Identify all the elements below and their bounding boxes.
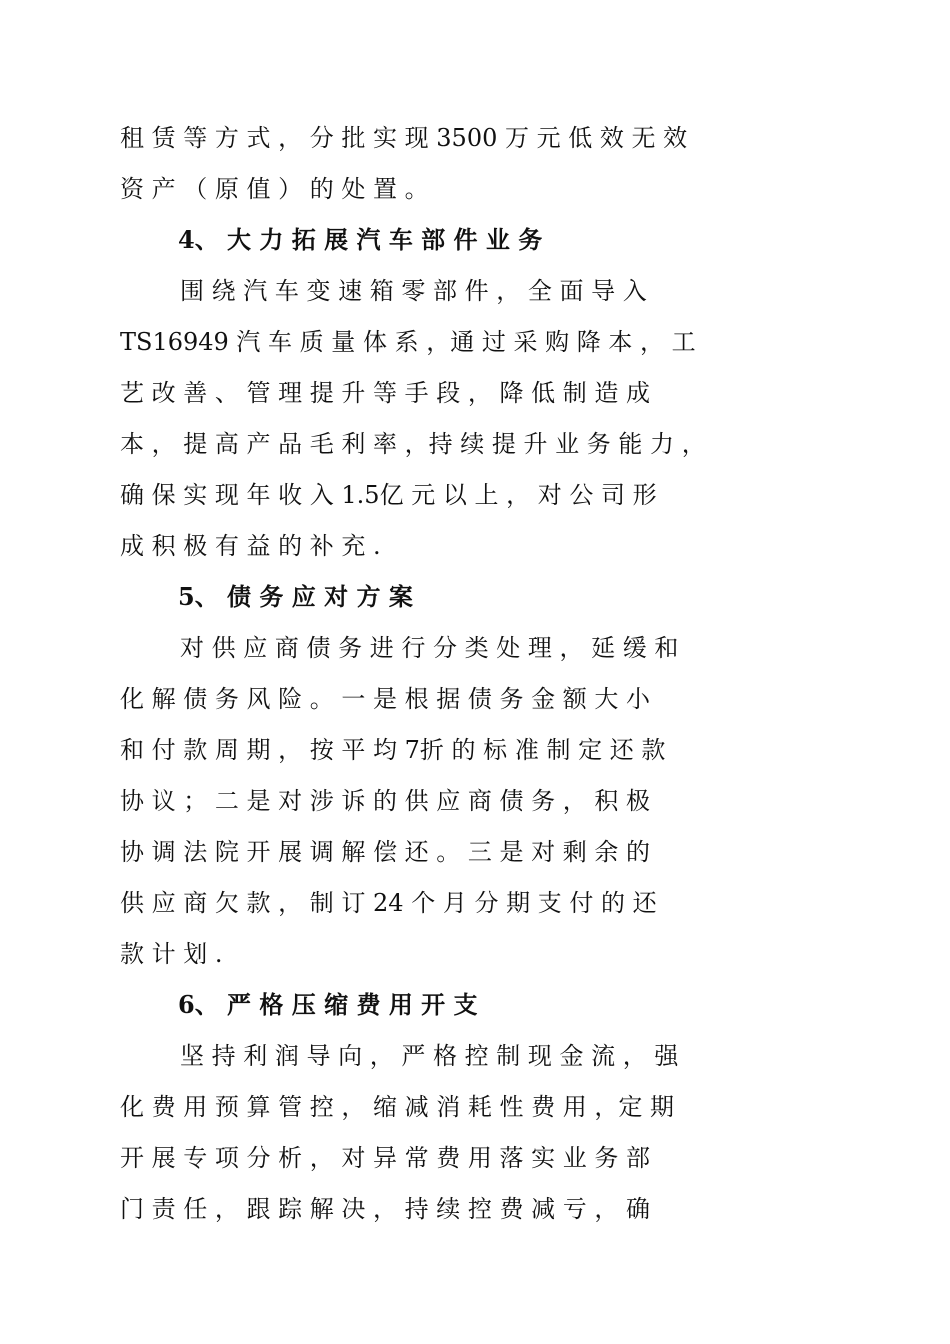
paragraph-line: 化 费 用 预 算 管 控 ， 缩 减 消 耗 性 费 用 ，定 期 bbox=[120, 1093, 675, 1121]
section-heading-5: 5、 债 务 应 对 方 案 bbox=[178, 582, 413, 611]
paragraph-line: 租 赁 等 方 式 ， 分 批 实 现 3500 万 元 低 效 无 效 bbox=[120, 124, 688, 152]
paragraph-line: 本 ， 提 高 产 品 毛 利 率 ，持 续 提 升 业 务 能 力 ， bbox=[120, 430, 706, 458]
paragraph-line: 围 绕 汽 车 变 速 箱 零 部 件 ， 全 面 导 入 bbox=[180, 277, 647, 305]
paragraph-line: 化 解 债 务 风 险 。 一 是 根 据 债 务 金 额 大 小 bbox=[120, 685, 651, 713]
paragraph-line: 对 供 应 商 债 务 进 行 分 类 处 理 ， 延 缓 和 bbox=[180, 634, 679, 662]
section-heading-6: 6、 严 格 压 缩 费 用 开 支 bbox=[178, 990, 478, 1019]
paragraph-line: 和 付 款 周 期 ， 按 平 均 7折 的 标 准 制 定 还 款 bbox=[120, 736, 666, 764]
paragraph-line: 款 计 划 . bbox=[120, 940, 223, 968]
paragraph-line: 协 调 法 院 开 展 调 解 偿 还 。 三 是 对 剩 余 的 bbox=[120, 838, 651, 866]
paragraph-line: 确 保 实 现 年 收 入 1.5亿 元 以 上 ， 对 公 司 形 bbox=[120, 481, 657, 509]
section-heading-4: 4、 大 力 拓 展 汽 车 部 件 业 务 bbox=[178, 225, 543, 254]
paragraph-line: 资 产 （ 原 值 ） 的 处 置 。 bbox=[120, 175, 429, 203]
paragraph-line: 门 责 任 ， 跟 踪 解 决 ， 持 续 控 费 减 亏 ， 确 bbox=[120, 1195, 651, 1223]
paragraph-line: 成 积 极 有 益 的 补 充 . bbox=[120, 532, 381, 560]
paragraph-line: 协 议 ； 二 是 对 涉 诉 的 供 应 商 债 务 ， 积 极 bbox=[120, 787, 651, 815]
paragraph-line: 艺 改 善 、 管 理 提 升 等 手 段 ， 降 低 制 造 成 bbox=[120, 379, 651, 407]
paragraph-line: 供 应 商 欠 款 ， 制 订 24 个 月 分 期 支 付 的 还 bbox=[120, 889, 657, 917]
paragraph-line: 坚 持 利 润 导 向 ， 严 格 控 制 现 金 流 ， 强 bbox=[180, 1042, 679, 1070]
paragraph-line: TS16949 汽 车 质 量 体 系 ，通 过 采 购 降 本 ， 工 bbox=[120, 328, 696, 356]
paragraph-line: 开 展 专 项 分 析 ， 对 异 常 费 用 落 实 业 务 部 bbox=[120, 1144, 651, 1172]
